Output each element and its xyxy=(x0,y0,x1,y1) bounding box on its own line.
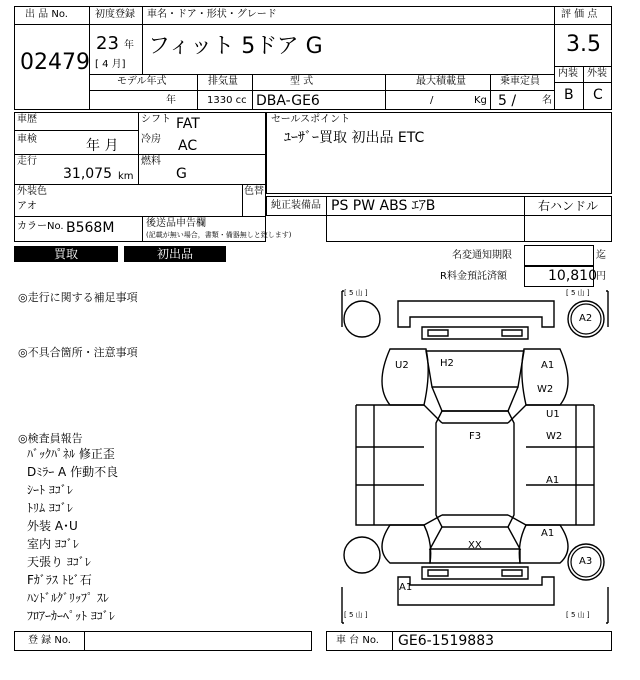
tire-fl-label: [ 5 ⼭ ] xyxy=(344,289,368,297)
inspector-label: ◎検査員報告 xyxy=(18,432,83,445)
mileage-label: 走行 xyxy=(17,156,37,167)
mark-a2: A2 xyxy=(579,313,593,324)
inspector-item: Fｶﾞﾗｽ ﾄﾋﾞ石 xyxy=(27,573,92,587)
ac-label: 冷房 xyxy=(141,134,161,145)
tire-rr-label: [ 5 ⼭ ] xyxy=(566,611,590,619)
mark-a1-side: A1 xyxy=(546,475,560,486)
meigi-unit: 迄 xyxy=(596,250,606,261)
lot-label: 出 品 No. xyxy=(25,9,68,20)
tire-rl-label: [ 5 ⼭ ] xyxy=(344,611,368,619)
ac-value: AC xyxy=(178,138,198,154)
inspector-item: 天張り ﾖｺﾞﾚ xyxy=(27,555,91,569)
history-label: 車歴 xyxy=(17,114,37,125)
inspection-value: 年 月 xyxy=(86,138,119,154)
inspector-item: ｼｰﾄ ﾖｺﾞﾚ xyxy=(27,483,73,497)
badge-shoshuppin: 初出品 xyxy=(124,246,226,262)
exterior-grade: C xyxy=(593,87,603,103)
inspector-item: ﾊﾝﾄﾞﾙｸﾞﾘｯﾌﾟ ｽﾚ xyxy=(27,591,109,605)
score-label: 評 価 点 xyxy=(561,9,598,20)
first-reg-year-unit: 年 xyxy=(124,40,134,51)
tire-fr-label: [ 5 ⼭ ] xyxy=(566,289,590,297)
first-reg-label: 初度登録 xyxy=(95,9,135,20)
docs-label: 後送品申告欄 xyxy=(146,218,206,229)
mark-w2-side: W2 xyxy=(546,431,563,442)
equipment-value: PS PW ABS ｴｱB xyxy=(331,198,436,214)
exterior-label: 外装 xyxy=(587,68,607,79)
meigi-box xyxy=(524,245,594,266)
capacity-label: 乗車定員 xyxy=(500,76,540,87)
color-no-value: B568M xyxy=(66,220,115,236)
model-type: DBA-GE6 xyxy=(256,93,320,109)
lot-number: 02479 xyxy=(20,50,90,75)
handle-value: 右ハンドル xyxy=(538,199,599,213)
mark-a1-front: A1 xyxy=(541,360,555,371)
score-value: 3.5 xyxy=(566,32,601,57)
type-label: 型 式 xyxy=(290,76,314,87)
supplement-label: ◎走行に関する補足事項 xyxy=(18,291,138,304)
shift-label: シフト xyxy=(141,114,171,125)
mark-a1-rear: A1 xyxy=(541,528,555,539)
mark-u2: U2 xyxy=(395,360,409,371)
displacement-label: 排気量 xyxy=(208,76,238,87)
inspector-item: 外装 A･U xyxy=(27,519,78,533)
mark-f3: F3 xyxy=(469,431,482,442)
inspector-items xyxy=(27,446,118,626)
displacement: 1330 cc xyxy=(207,95,247,106)
color-change-label: 色替 xyxy=(244,186,264,197)
inspector-item: ﾌﾛｱｰｶｰﾍﾟｯﾄ ﾖｺﾞﾚ xyxy=(27,609,115,623)
equipment-label: 純正装備品 xyxy=(271,200,321,211)
mileage-unit: km xyxy=(118,171,134,182)
inspection-label: 車検 xyxy=(17,134,37,145)
capacity: 5 / xyxy=(498,93,517,109)
interior-label: 内装 xyxy=(558,68,578,79)
mark-w2-front: W2 xyxy=(537,384,554,395)
model-year-unit: 年 xyxy=(166,95,176,106)
mark-a3: A3 xyxy=(579,556,593,567)
sales-point-label: セールスポイント xyxy=(271,114,351,125)
defects-label: ◎不具合箇所・注意事項 xyxy=(18,346,138,359)
first-reg-month: [ 4 月] xyxy=(95,59,126,70)
recycle-unit: 円 xyxy=(596,271,606,282)
car-name: フィット 5ドア G xyxy=(148,34,323,59)
car-diagram xyxy=(338,287,612,627)
max-load-label: 最大積載量 xyxy=(416,76,466,87)
inspector-item: ﾄﾘﾑ ﾖｺﾞﾚ xyxy=(27,501,73,515)
mark-h2: H2 xyxy=(440,358,454,369)
mark-a1-bumper: A1 xyxy=(399,582,413,593)
mark-xx: XX xyxy=(468,540,482,551)
fuel-value: G xyxy=(176,166,187,182)
capacity-unit: 名 xyxy=(542,95,552,106)
color-value: アオ xyxy=(17,201,37,212)
reg-no-label: 登 録 No. xyxy=(28,635,71,646)
color-label: 外装色 xyxy=(17,186,47,197)
recycle-label: R料金預託済額 xyxy=(440,271,507,282)
badge-kaitori: 買取 xyxy=(14,246,118,262)
recycle-value: 10,810 xyxy=(548,268,597,284)
max-load: / xyxy=(430,95,434,106)
inspector-item: 室内 ﾖｺﾞﾚ xyxy=(27,537,79,551)
color-no-label: カラーNo. xyxy=(17,221,64,232)
meigi-label: 名変通知期限 xyxy=(452,250,512,261)
max-load-unit: Kg xyxy=(474,95,487,106)
equipment-extra xyxy=(326,216,612,242)
model-year-label: モデル年式 xyxy=(117,76,167,87)
sales-point-text: ﾕｰｻﾞｰ買取 初出品 ETC xyxy=(284,130,425,146)
shift-value: FAT xyxy=(176,116,200,132)
fuel-label: 燃料 xyxy=(141,156,161,167)
inspector-item: ﾊﾞｯｸﾊﾟﾈﾙ 修正歪 xyxy=(27,447,115,461)
car-desc-label: 車名・ドア・形状・グレード xyxy=(147,9,277,20)
chassis-label: 車 台 No. xyxy=(336,635,379,646)
docs-note: (記載が無い場合，書類・備器無しと致します) xyxy=(146,231,292,239)
mileage-value: 31,075 xyxy=(63,166,112,182)
chassis-number: GE6-1519883 xyxy=(398,633,495,649)
mark-u1: U1 xyxy=(546,409,560,420)
inspector-item: Dﾐﾗｰ A 作動不良 xyxy=(27,465,119,479)
first-reg-year: 23 xyxy=(96,33,119,54)
interior-grade: B xyxy=(564,87,574,103)
